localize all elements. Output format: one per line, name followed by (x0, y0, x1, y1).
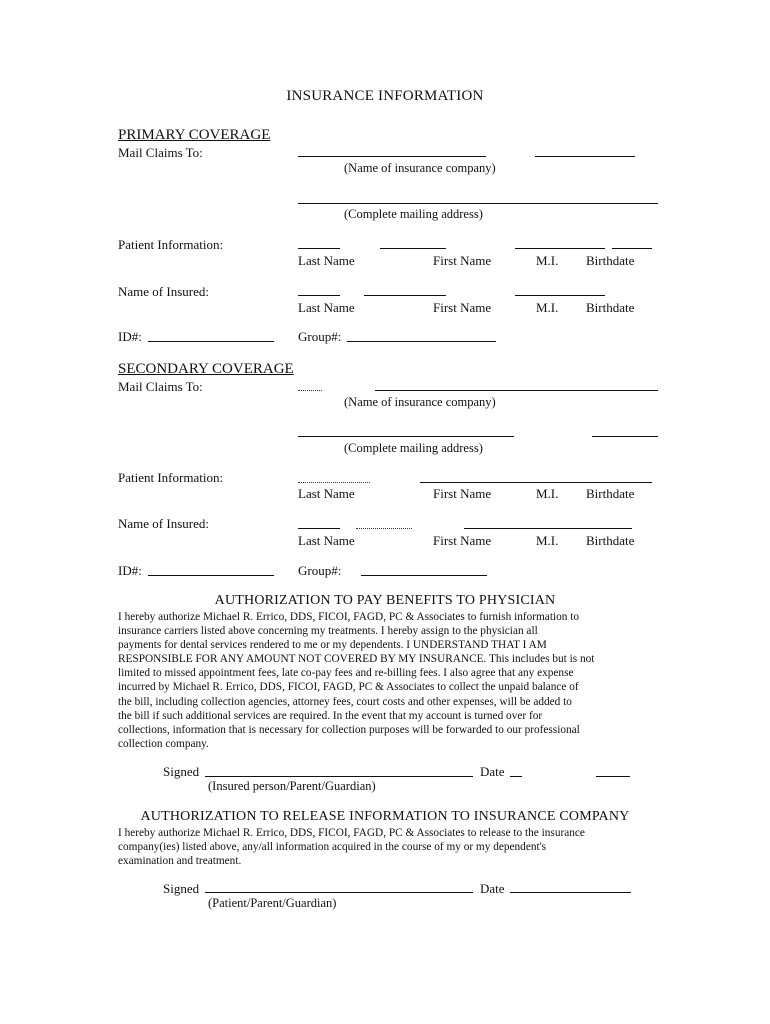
auth-pay-signature-field[interactable] (205, 776, 473, 777)
primary-insured-mi-field[interactable] (515, 295, 605, 296)
secondary-patient-mi-caption: M.I. (536, 486, 559, 501)
form-title: INSURANCE INFORMATION (286, 88, 484, 104)
auth-pay-date-field[interactable] (510, 776, 522, 777)
secondary-patient-first-caption: First Name (433, 486, 492, 501)
primary-patient-mi-field[interactable] (515, 248, 605, 249)
primary-insured-last-caption: Last Name (298, 300, 355, 315)
auth-release-line: I hereby authorize Michael R. Errico, DDS, FICOI, FAGD, PC & Associates to release to the insurance (118, 827, 585, 839)
primary-id-label: ID#: (118, 329, 142, 344)
auth-pay-line: insurance carriers listed above concerning my treatments. I hereby assign to the physician all (118, 625, 538, 638)
auth-release-date-field[interactable] (510, 892, 631, 893)
primary-insured-mi-caption: M.I. (536, 300, 559, 315)
secondary-insured-birthdate-caption: Birthdate (586, 533, 635, 548)
secondary-mailing-address-caption: (Complete mailing address) (344, 441, 483, 455)
primary-insurance-name-field-extra[interactable] (535, 156, 635, 157)
primary-patient-last-field[interactable] (298, 248, 340, 249)
auth-pay-date-field-extra[interactable] (596, 776, 630, 777)
auth-pay-signature-caption: (Insured person/Parent/Guardian) (208, 779, 376, 793)
auth-release-paragraph (118, 826, 658, 868)
primary-mailing-address-caption: (Complete mailing address) (344, 207, 483, 221)
auth-pay-paragraph (118, 610, 658, 751)
auth-pay-signed-label: Signed (163, 764, 200, 779)
primary-insured-birthdate-caption: Birthdate (586, 300, 635, 315)
secondary-group-field[interactable] (361, 575, 487, 576)
primary-mailing-address-field[interactable] (298, 203, 658, 204)
auth-release-signed-label: Signed (163, 881, 200, 896)
secondary-insured-mi-caption: M.I. (536, 533, 559, 548)
auth-release-signature-field[interactable] (205, 892, 473, 893)
secondary-id-field[interactable] (148, 575, 274, 576)
primary-patient-first-caption: First Name (433, 253, 492, 268)
auth-pay-line: the bill if such additional services are required. In the event that my account is turned over for (118, 709, 543, 722)
auth-pay-line: payments for dental services rendered to me or my dependents. I UNDERSTAND THAT I AM (118, 639, 547, 652)
auth-pay-line: RESPONSIBLE FOR ANY AMOUNT NOT COVERED BY MY INSURANCE. This includes but is not (118, 653, 595, 666)
auth-pay-line: I hereby authorize Michael R. Errico, DDS, FICOI, FAGD, PC & Associates to furnish information to (118, 611, 580, 623)
primary-group-label: Group#: (298, 329, 342, 344)
secondary-insured-first-field[interactable] (356, 528, 412, 529)
primary-mail-claims-label: Mail Claims To: (118, 145, 203, 160)
primary-insured-first-field[interactable] (364, 295, 446, 296)
secondary-mailing-address-field-extra[interactable] (592, 436, 658, 437)
primary-id-field[interactable] (148, 341, 274, 342)
primary-patient-last-caption: Last Name (298, 253, 355, 268)
secondary-insured-first-caption: First Name (433, 533, 492, 548)
primary-patient-birthdate-field[interactable] (612, 248, 652, 249)
primary-group-field[interactable] (347, 341, 496, 342)
auth-pay-line: incurred by Michael R. Errico, DDS, FICOI, FAGD, PC & Associates to collect the unpaid balance of (118, 681, 579, 694)
auth-release-heading: AUTHORIZATION TO RELEASE INFORMATION TO INSURANCE COMPANY (140, 809, 630, 824)
primary-patient-birthdate-caption: Birthdate (586, 253, 635, 268)
primary-name-insured-label: Name of Insured: (118, 284, 209, 299)
secondary-name-insured-label: Name of Insured: (118, 516, 209, 531)
secondary-patient-last-caption: Last Name (298, 486, 355, 501)
auth-release-signature-caption: (Patient/Parent/Guardian) (208, 896, 337, 910)
auth-pay-line: collection company. (118, 737, 209, 750)
secondary-insured-last-caption: Last Name (298, 533, 355, 548)
secondary-group-label: Group#: (298, 563, 342, 578)
secondary-patient-info-label: Patient Information: (118, 470, 224, 485)
primary-insurance-name-field[interactable] (298, 156, 486, 157)
secondary-insurance-name-field[interactable] (375, 390, 658, 391)
auth-pay-heading: AUTHORIZATION TO PAY BENEFITS TO PHYSICIAN (214, 593, 556, 608)
secondary-mail-claims-label: Mail Claims To: (118, 379, 203, 394)
auth-release-line: company(ies) listed above, any/all information acquired in the course of my or my dependent's (118, 841, 547, 854)
auth-pay-line: limited to missed appointment fees, late co-pay fees and re-billing fees. I also agree that any expense (118, 667, 574, 680)
secondary-patient-last-field[interactable] (298, 482, 370, 483)
secondary-insured-mi-field[interactable] (464, 528, 632, 529)
secondary-coverage-heading: SECONDARY COVERAGE (118, 361, 294, 377)
auth-pay-date-label: Date (480, 764, 505, 779)
secondary-mailing-address-field[interactable] (298, 436, 514, 437)
primary-coverage-heading: PRIMARY COVERAGE (118, 127, 271, 143)
auth-pay-line: the bill, including collection agencies, attorney fees, court costs and other expenses, will be added to (118, 695, 572, 708)
auth-release-line: examination and treatment. (118, 855, 242, 868)
primary-patient-info-label: Patient Information: (118, 237, 224, 252)
auth-pay-line: collections, information that is necessary for collection purposes will be forwarded to our professional (118, 723, 580, 736)
primary-insured-last-field[interactable] (298, 295, 340, 296)
secondary-id-label: ID#: (118, 563, 142, 578)
secondary-patient-birthdate-caption: Birthdate (586, 486, 635, 501)
primary-insurance-name-caption: (Name of insurance company) (344, 161, 496, 175)
secondary-insurance-name-caption: (Name of insurance company) (344, 395, 496, 409)
secondary-insured-last-field[interactable] (298, 528, 340, 529)
primary-insured-first-caption: First Name (433, 300, 492, 315)
auth-release-date-label: Date (480, 881, 505, 896)
primary-patient-mi-caption: M.I. (536, 253, 559, 268)
secondary-insurance-name-field-start[interactable] (298, 390, 322, 391)
secondary-patient-first-field[interactable] (420, 482, 652, 483)
primary-patient-first-field[interactable] (380, 248, 446, 249)
